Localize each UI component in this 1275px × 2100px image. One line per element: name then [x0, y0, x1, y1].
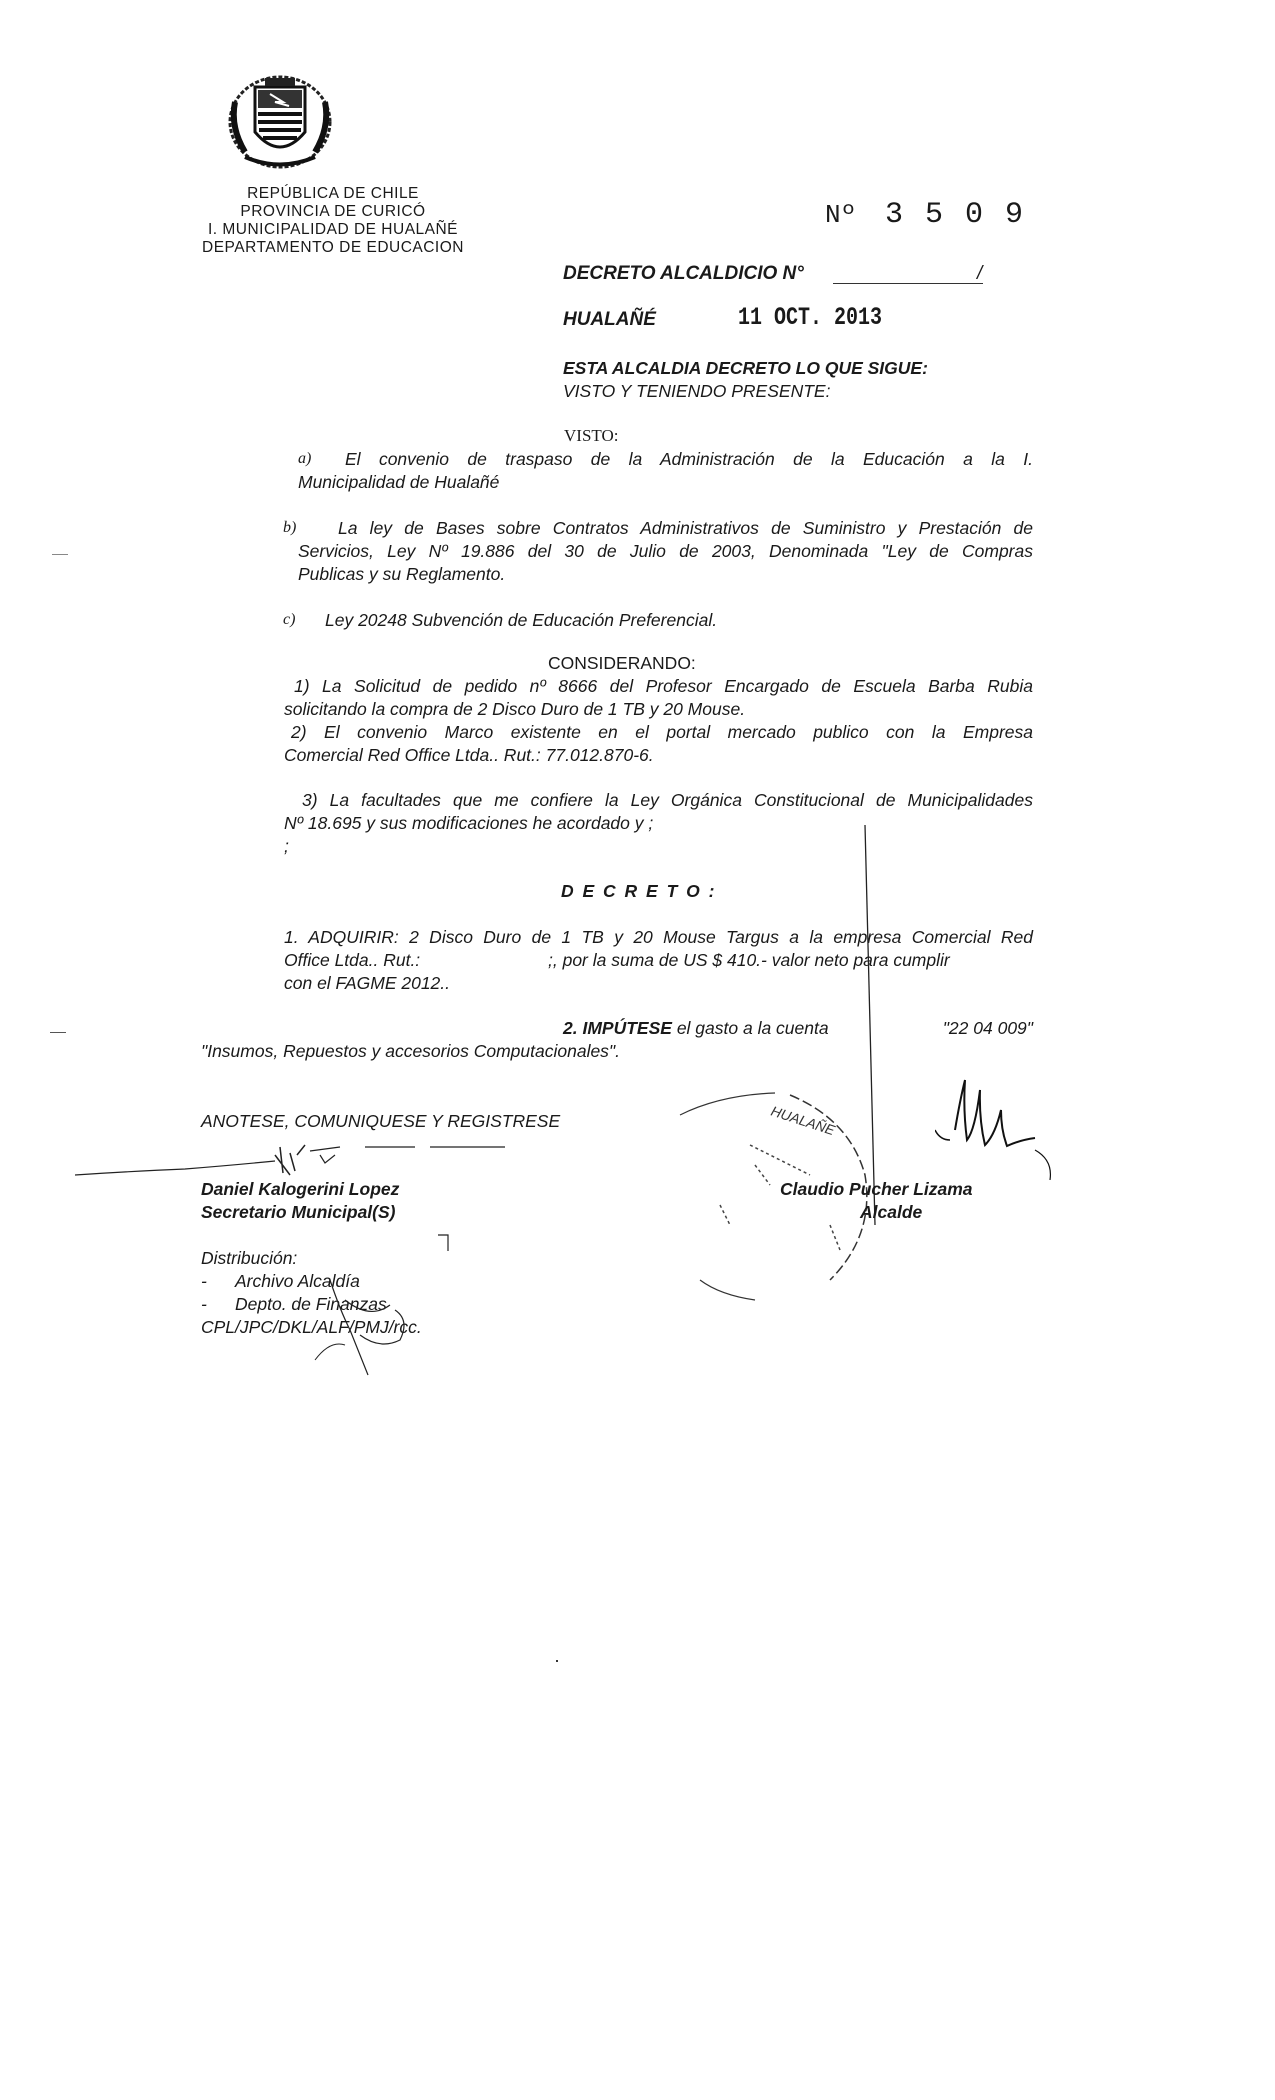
decree-title: DECRETO ALCALDICIO N° — [563, 263, 804, 284]
header-provincia: PROVINCIA DE CURICÓ — [240, 203, 426, 220]
margin-dash-1 — [52, 554, 68, 555]
distribucion-bullet-1: - — [201, 1271, 207, 1291]
secretary-name: Daniel Kalogerini Lopez — [201, 1179, 400, 1199]
decreto-1-line1: 1. ADQUIRIR: 2 Disco Duro de 1 TB y 20 Mouse Targus a la empresa Comercial Red — [284, 927, 1033, 947]
decreto-label: D E C R E T O : — [561, 881, 717, 901]
visto-b-line2: Servicios, Ley Nº 19.886 del 30 de Julio de 2003, Denominada "Ley de Compras — [298, 541, 1033, 561]
considerando-2-line2: Comercial Red Office Ltda.. Rut.: 77.012.870-6. — [284, 745, 654, 765]
stamp-number-prefix: Nº — [825, 200, 857, 230]
decreto-2-rest: el gasto a la cuenta — [676, 1018, 829, 1038]
secretary-signature — [75, 1125, 515, 1185]
decree-subheading: VISTO Y TENIENDO PRESENTE: — [563, 381, 831, 401]
visto-label: VISTO: — [564, 426, 619, 445]
mayor-name: Claudio Pucher Lizama — [780, 1179, 973, 1199]
considerando-3-line3: ; — [284, 836, 289, 856]
decree-slash: / — [977, 263, 983, 284]
visto-b-line1: La ley de Bases sobre Contratos Administrativos de Suministro y Prestación de — [338, 518, 1033, 538]
header-municipalidad: I. MUNICIPALIDAD DE HUALAÑÉ — [207, 221, 459, 238]
decree-heading: ESTA ALCALDIA DECRETO LO QUE SIGUE: — [563, 358, 928, 378]
visto-a-line2: Municipalidad de Hualañé — [298, 472, 500, 492]
seal-text: HUALAÑE — [769, 1102, 837, 1139]
distribucion-label: Distribución: — [201, 1248, 298, 1268]
mayor-signature — [935, 1060, 1065, 1180]
decreto-2-bold: IMPÚTESE — [582, 1018, 672, 1038]
distribucion-item-2-text: Depto. de Finanzas — [235, 1294, 387, 1314]
decree-date-stamp: 11 OCT. 2013 — [738, 303, 883, 332]
considerando-3-line1: 3) La facultades que me confiere la Ley Orgánica Constitucional de Municipalidades — [302, 790, 1033, 810]
header-departamento: DEPARTAMENTO DE EDUCACION — [202, 239, 464, 256]
considerando-label: CONSIDERANDO: — [548, 653, 696, 673]
visto-a-marker: a) — [298, 450, 312, 467]
considerando-3-line2: Nº 18.695 y sus modificaciones he acordado y ; — [284, 813, 654, 833]
margin-dot — [556, 1660, 558, 1662]
closing-anotese: ANOTESE, COMUNIQUESE Y REGISTRESE — [201, 1111, 561, 1131]
considerando-1-line1: 1) La Solicitud de pedido nº 8666 del Profesor Encargado de Escuela Barba Rubia — [294, 676, 1033, 696]
margin-dash-2 — [50, 1032, 66, 1033]
initials-scribble — [300, 1270, 420, 1380]
bracket-mark — [438, 1233, 450, 1253]
secretary-title: Secretario Municipal(S) — [201, 1202, 396, 1222]
distribucion-item-1-text: Archivo Alcaldía — [235, 1271, 360, 1291]
visto-b-marker: b) — [283, 519, 297, 536]
decreto-2-line2: "Insumos, Repuestos y accesorios Computacionales". — [201, 1041, 621, 1061]
decreto-2-account: "22 04 009" — [942, 1018, 1033, 1038]
decreto-1-line3: con el FAGME 2012.. — [284, 973, 451, 993]
distribucion-initials: CPL/JPC/DKL/ALF/PMJ/rcc. — [201, 1317, 422, 1337]
decree-number-line — [833, 283, 983, 284]
visto-a-line1: El convenio de traspaso de la Administración de la Educación a la I. — [345, 449, 1033, 469]
decreto-2-num: 2. — [563, 1018, 578, 1038]
coat-of-arms-emblem — [225, 72, 335, 172]
mayor-title: Alcalde — [860, 1202, 923, 1222]
decreto-2-line1 — [563, 1017, 1033, 1040]
considerando-1-line2: solicitando la compra de 2 Disco Duro de 1 TB y 20 Mouse. — [284, 699, 746, 719]
header-republica: REPÚBLICA DE CHILE — [247, 185, 419, 202]
visto-c-text: Ley 20248 Subvención de Educación Preferencial. — [325, 610, 718, 630]
decreto-1-line2a: Office Ltda.. Rut.: — [284, 950, 421, 970]
visto-b-line3: Publicas y su Reglamento. — [298, 564, 506, 584]
decree-place: HUALAÑÉ — [563, 309, 656, 330]
visto-c-marker: c) — [283, 611, 296, 628]
decreto-1-line2b: ;, por la suma de US $ 410.- valor neto para cumplir — [548, 950, 950, 970]
distribucion-bullet-2: - — [201, 1294, 207, 1314]
stamp-number: 3 5 0 9 — [885, 198, 1026, 232]
considerando-2-line1: 2) El convenio Marco existente en el portal mercado publico con la Empresa — [291, 722, 1033, 742]
